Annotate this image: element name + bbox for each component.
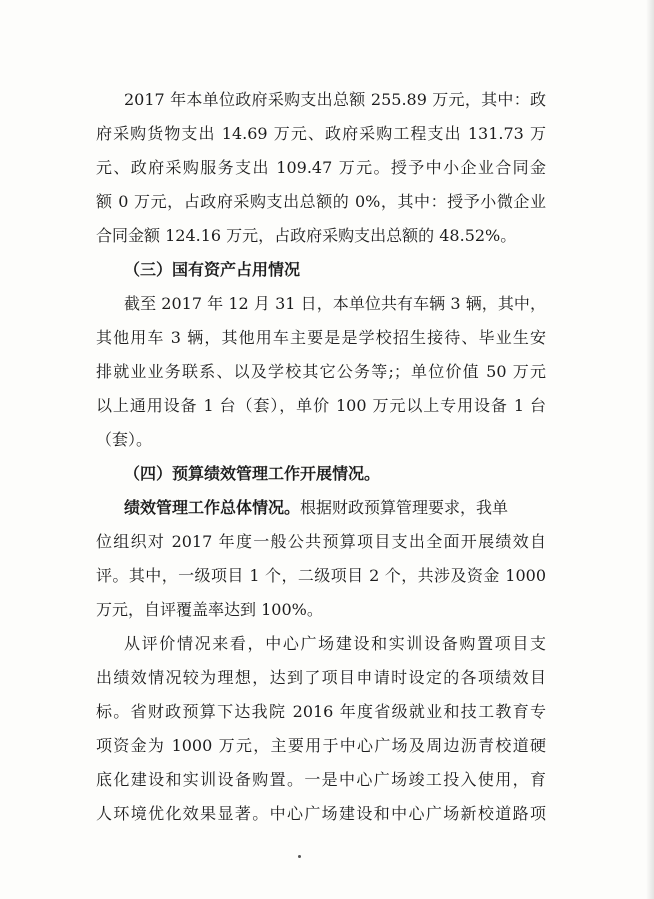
paragraph-line: 排就业业务联系、以及学校其它公务等;；单位价值 50 万元 xyxy=(96,362,546,381)
paragraph-line: 标。省财政预算下达我院 2016 年度省级就业和技工教育专 xyxy=(96,702,546,721)
paragraph-line: 府采购货物支出 14.69 万元、政府采购工程支出 131.73 万 xyxy=(96,124,546,143)
paragraph-line: 出绩效情况较为理想，达到了项目申请时设定的各项绩效目 xyxy=(96,668,546,687)
section-heading: （三）国有资产占用情况 xyxy=(124,260,301,279)
scan-edge-shadow xyxy=(646,0,654,899)
paragraph-line: 人环境优化效果显著。中心广场建设和中心广场新校道路项 xyxy=(96,804,546,823)
paragraph-line: 2017 年本单位政府采购支出总额 255.89 万元，其中：政 xyxy=(124,90,546,109)
paragraph-line: （套）。 xyxy=(96,430,153,449)
paragraph-text: 根据财政预算管理要求，我单 xyxy=(300,498,509,517)
paragraph-line xyxy=(124,494,546,522)
bold-lead-text: 绩效管理工作总体情况。 xyxy=(124,498,301,517)
paragraph-line: 以上通用设备 1 台（套），单价 100 万元以上专用设备 1 台 xyxy=(96,396,546,415)
paragraph-line: 底化建设和实训设备购置。一是中心广场竣工投入使用，育 xyxy=(96,770,546,789)
paragraph-line: 合同金额 124.16 万元，占政府采购支出总额的 48.52%。 xyxy=(96,226,517,245)
paragraph-line: 万元，自评覆盖率达到 100%。 xyxy=(96,600,323,619)
paragraph-line: 从评价情况来看，中心广场建设和实训设备购置项目支 xyxy=(124,634,546,653)
paragraph-line: 截至 2017 年 12 月 31 日，本单位共有车辆 3 辆，其中， xyxy=(124,294,546,313)
paragraph-line: 元、政府采购服务支出 109.47 万元。授予中小企业合同金 xyxy=(96,158,546,177)
scan-speck xyxy=(298,855,301,858)
paragraph-line: 项资金为 1000 万元，主要用于中心广场及周边沥青校道硬 xyxy=(96,736,546,755)
paragraph-line: 位组织对 2017 年度一般公共预算项目支出全面开展绩效自 xyxy=(96,532,546,551)
paragraph-line: 额 0 万元，占政府采购支出总额的 0%，其中：授予小微企业 xyxy=(96,192,546,211)
paragraph-line: 其他用车 3 辆，其他用车主要是是学校招生接待、毕业生安 xyxy=(96,328,546,347)
section-heading: （四）预算绩效管理工作开展情况。 xyxy=(124,464,381,483)
paragraph-line: 评。其中，一级项目 1 个，二级项目 2 个，共涉及资金 1000 xyxy=(96,566,546,585)
